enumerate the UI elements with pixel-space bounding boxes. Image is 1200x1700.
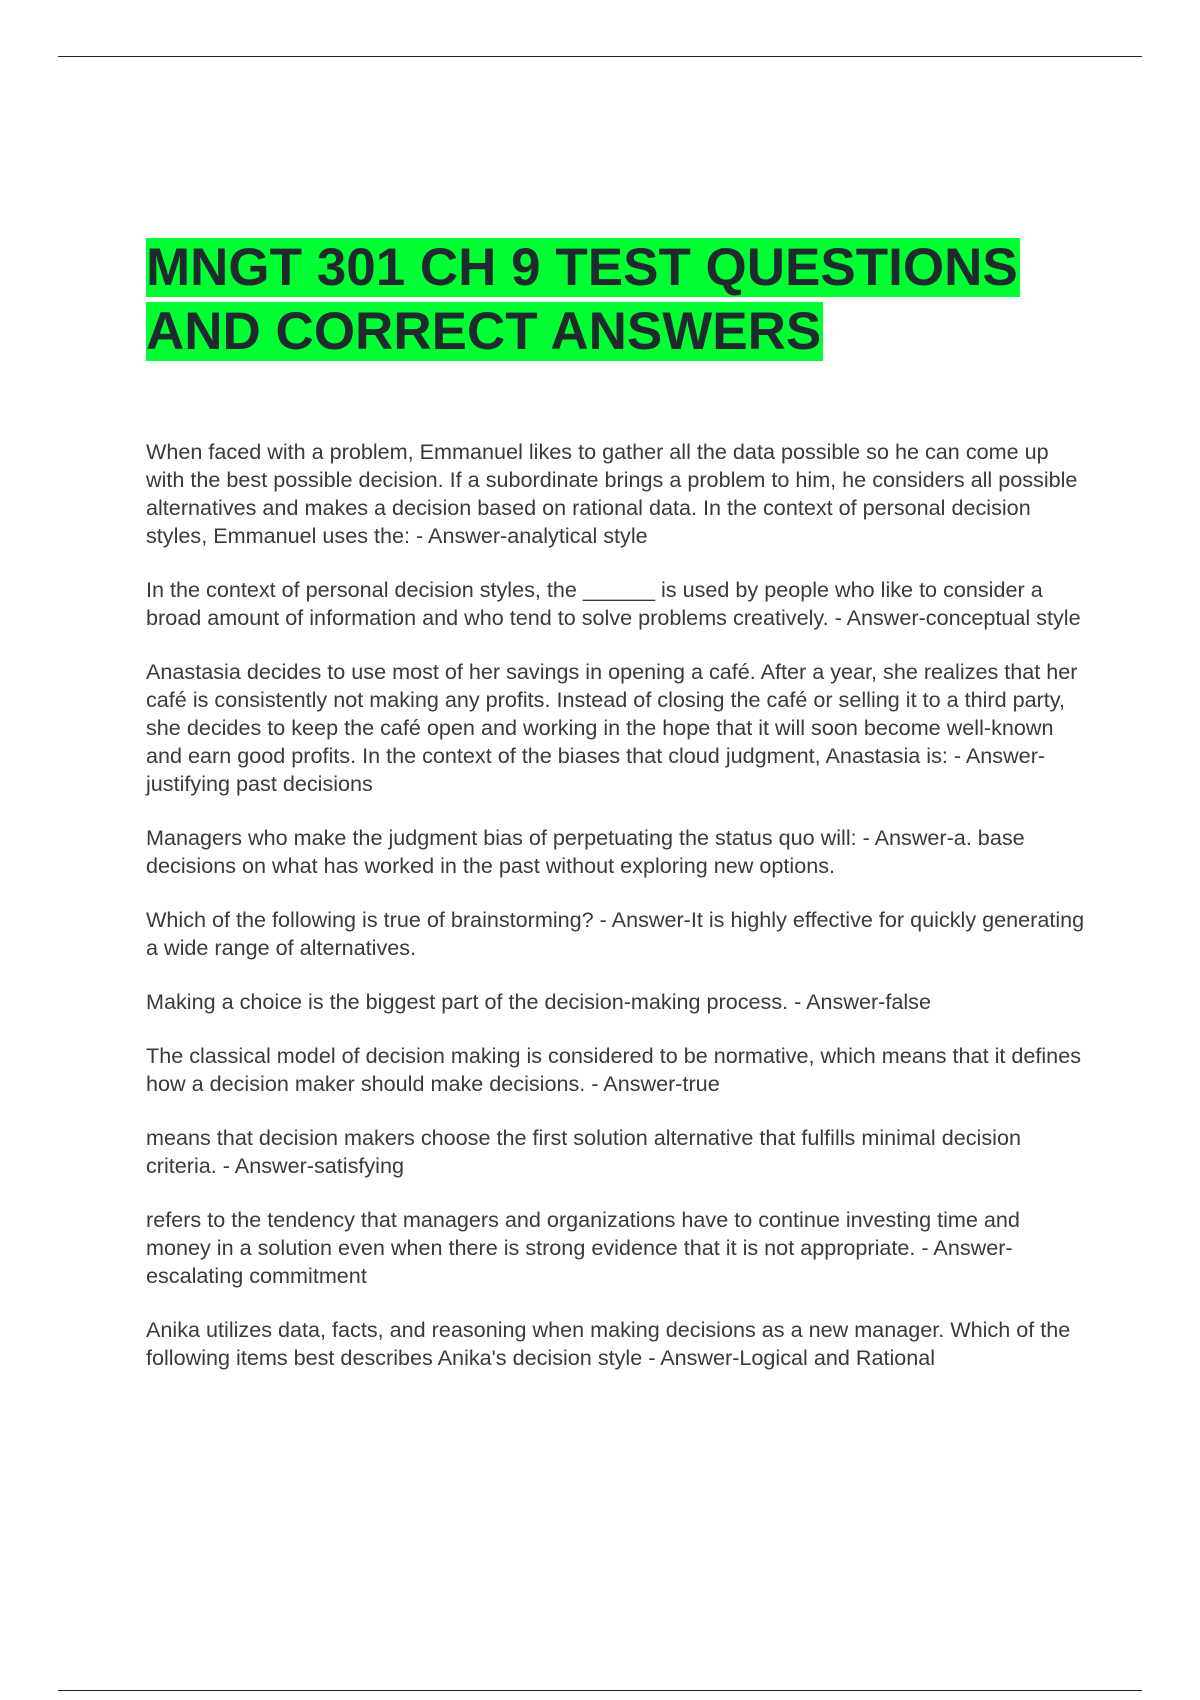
document-title	[146, 236, 1086, 364]
bottom-rule	[58, 1690, 1142, 1691]
qa-item-4: Managers who make the judgment bias of perpetuating the status quo will: - Answer-a. base decisions on what has worked in the past without exploring new options.	[146, 825, 1025, 878]
qa-item-5: Which of the following is true of brainstorming? - Answer-It is highly effective for quickly generating a wide range of alternatives.	[146, 907, 1085, 960]
title-highlight: MNGT 301 CH 9 TEST QUESTIONS AND CORRECT ANSWERS	[146, 238, 1018, 361]
top-rule	[58, 56, 1142, 57]
qa-item-8: means that decision makers choose the first solution alternative that fulfills minimal decision criteria. - Answer-satisfying	[146, 1125, 1021, 1178]
qa-item-10: Anika utilizes data, facts, and reasoning when making decisions as a new manager. Which of the following items best describes Anika's decision style - Answer-Logical and Rational	[146, 1317, 1071, 1370]
qa-item-6: Making a choice is the biggest part of the decision-making process. - Answer-false	[146, 989, 931, 1014]
qa-item-9: refers to the tendency that managers and organizations have to continue investing time and money in a solution even when there is strong evidence that it is not appropriate. - Answer-escalating commitment	[146, 1207, 1020, 1288]
qa-item-2: In the context of personal decision styles, the ______ is used by people who like to consider a broad amount of information and who tend to solve problems creatively. - Answer-conceptual style	[146, 577, 1081, 630]
qa-item-7: The classical model of decision making is considered to be normative, which means that it defines how a decision maker should make decisions. - Answer-true	[146, 1043, 1081, 1096]
qa-item-3: Anastasia decides to use most of her savings in opening a café. After a year, she realizes that her café is consistently not making any profits. Instead of closing the café or selling it to a third party, she decides to keep the café open and working in the hope that it will soon become well-known and earn good profits. In the context of the biases that cloud judgment, Anastasia is: - Answer-justifying past decisions	[146, 659, 1078, 796]
document-body	[146, 236, 1086, 1398]
qa-item-1: When faced with a problem, Emmanuel likes to gather all the data possible so he can come up with the best possible decision. If a subordinate brings a problem to him, he considers all possible alternatives and makes a decision based on rational data. In the context of personal decision styles, Emmanuel uses the: - Answer-analytical style	[146, 439, 1078, 548]
